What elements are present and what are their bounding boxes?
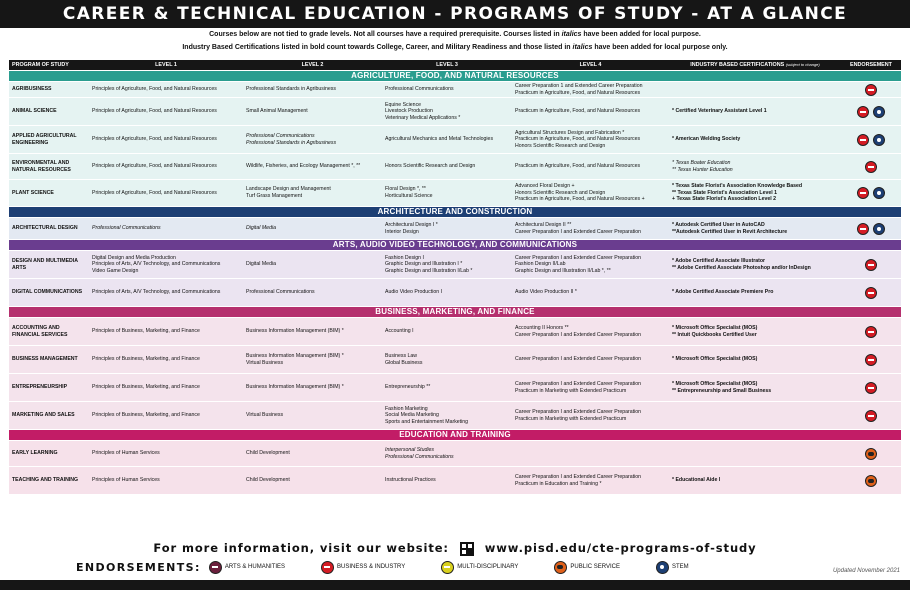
endorsement-cell xyxy=(841,402,901,429)
level-2-courses: Wildlife, Fisheries, and Ecology Management *, ** xyxy=(243,154,382,179)
level-3-courses: Entrepreneurship ** xyxy=(382,374,512,401)
program-name: ANIMAL SCIENCE xyxy=(9,98,89,125)
category-row xyxy=(9,207,901,217)
table-header-row xyxy=(9,60,901,70)
level-3-courses: Professional Communications xyxy=(382,82,512,97)
level-1-courses: Principles of Agriculture, Food, and Natural Resources xyxy=(89,180,243,206)
endorsement-cell xyxy=(841,180,901,206)
certifications: * Autodesk Certified User in AutoCAD **Autodesk Certified User in Revit Architecture xyxy=(669,218,841,239)
business-industry-icon xyxy=(865,326,877,338)
level-4-courses: Career Preparation 1 and Extended Career Preparation Practicum in Agriculture, Food, and Natural Resources xyxy=(512,82,669,97)
level-1-courses: Principles of Agriculture, Food, and Natural Resources xyxy=(89,126,243,153)
endorsement-cell xyxy=(841,279,901,306)
header-endorsement: ENDORSEMENT xyxy=(841,60,901,70)
program-row xyxy=(9,98,901,125)
level-1-courses: Principles of Human Services xyxy=(89,467,243,494)
level-2-courses: Child Development xyxy=(243,441,382,466)
header-ibc-label: INDUSTRY BASED CERTIFICATIONS xyxy=(690,61,785,68)
category-row xyxy=(9,430,901,440)
endorsement-cell xyxy=(841,82,901,97)
business-industry-icon xyxy=(865,287,877,299)
level-1-courses: Principles of Agriculture, Food, and Natural Resources xyxy=(89,154,243,179)
category-title: ARCHITECTURE AND CONSTRUCTION xyxy=(9,207,901,217)
level-4-courses: Career Preparation I and Extended Career Preparation Practicum in Marketing with Extended Practicum xyxy=(512,374,669,401)
program-row xyxy=(9,82,901,97)
program-name: TEACHING AND TRAINING xyxy=(9,467,89,494)
level-4-courses: Career Preparation I and Extended Career Preparation Practicum in Education and Training * xyxy=(512,467,669,494)
program-row xyxy=(9,154,901,179)
header-ibc xyxy=(669,60,841,70)
level-3-courses: Honors Scientific Research and Design xyxy=(382,154,512,179)
multi-disciplinary-icon xyxy=(441,561,454,574)
program-name: AGRIBUSINESS xyxy=(9,82,89,97)
program-name: EARLY LEARNING xyxy=(9,441,89,466)
business-industry-icon xyxy=(857,106,869,118)
level-4-courses: Practicum in Agriculture, Food, and Natural Resources xyxy=(512,98,669,125)
subtitle1-text: Courses below are not tied to grade levels. Not all courses have a required prerequisite. Courses listed in xyxy=(209,31,562,38)
level-3-courses: Architectural Design I * Interior Design xyxy=(382,218,512,239)
qr-code-icon[interactable] xyxy=(460,542,474,556)
legend-item-multi-disciplinary xyxy=(439,561,518,574)
subtitle-courses-note xyxy=(0,31,910,38)
category-row xyxy=(9,307,901,317)
level-4-courses: Advanced Floral Design + Honors Scientific Research and Design Practicum in Agriculture, Food, and Natural Resources + xyxy=(512,180,669,206)
header-level-2: LEVEL 2 xyxy=(243,60,382,70)
endorsement-cell xyxy=(841,346,901,373)
endorsement-cell xyxy=(841,154,901,179)
program-name: PLANT SCIENCE xyxy=(9,180,89,206)
level-2-courses: Virtual Business xyxy=(243,402,382,429)
program-row xyxy=(9,346,901,373)
endorsement-cell xyxy=(841,98,901,125)
certifications: * Texas Boater Education ** Texas Hunter Education xyxy=(669,154,841,179)
subtitle-certification-note xyxy=(0,44,910,51)
business-industry-icon xyxy=(857,223,869,235)
legend-item-stem xyxy=(654,561,689,574)
legend-item-arts-humanities xyxy=(207,561,285,574)
level-2-courses: Digital Media xyxy=(243,218,382,239)
stem-icon xyxy=(873,134,885,146)
stem-icon xyxy=(873,223,885,235)
program-name: DIGITAL COMMUNICATIONS xyxy=(9,279,89,306)
table-body xyxy=(9,71,901,494)
program-row xyxy=(9,218,901,239)
endorsement-cell xyxy=(841,467,901,494)
certifications: * Microsoft Office Specialist (MOS) xyxy=(669,346,841,373)
endorsement-cell xyxy=(841,251,901,278)
level-3-courses: Interpersonal Studies Professional Communications xyxy=(382,441,512,466)
programs-table xyxy=(9,59,901,495)
category-row xyxy=(9,240,901,250)
endorsements-label: ENDORSEMENTS: xyxy=(76,560,201,574)
program-row xyxy=(9,180,901,206)
certifications: * American Welding Society xyxy=(669,126,841,153)
certifications: * Microsoft Office Specialist (MOS) ** Intuit Quickbooks Certified User xyxy=(669,318,841,345)
level-1-courses: Professional Communications xyxy=(89,218,243,239)
program-row xyxy=(9,279,901,306)
level-2-courses: Business Information Management (BIM) * Virtual Business xyxy=(243,346,382,373)
level-3-courses: Audio Video Production I xyxy=(382,279,512,306)
program-name: ARCHITECTURAL DESIGN xyxy=(9,218,89,239)
level-2-courses: Business Information Management (BIM) * xyxy=(243,374,382,401)
level-3-courses: Business Law Global Business xyxy=(382,346,512,373)
header-ibc-note: (subject to change) xyxy=(785,61,820,67)
legend-item-business-industry xyxy=(319,561,405,574)
level-3-courses: Equine Science Livestock Production Veterinary Medical Applications * xyxy=(382,98,512,125)
level-4-courses: Career Preparation I and Extended Career Preparation Fashion Design II/Lab Graphic Design and Illustration II/Lab *, ** xyxy=(512,251,669,278)
subtitle2-text: Industry Based Certifications listed in xyxy=(182,44,310,51)
public-service-icon xyxy=(865,448,877,460)
level-2-courses: Digital Media xyxy=(243,251,382,278)
program-name: DESIGN AND MULTIMEDIA ARTS xyxy=(9,251,89,278)
endorsement-legend xyxy=(76,559,723,575)
business-industry-icon xyxy=(865,259,877,271)
program-name: MARKETING AND SALES xyxy=(9,402,89,429)
category-title: EDUCATION AND TRAINING xyxy=(9,430,901,440)
updated-date: Updated November 2021 xyxy=(832,568,900,574)
endorsement-cell xyxy=(841,318,901,345)
more-info-text: For more information, visit our website: xyxy=(153,541,449,555)
program-name: ENVIRONMENTAL AND NATURAL RESOURCES xyxy=(9,154,89,179)
category-title: ARTS, AUDIO VIDEO TECHNOLOGY, AND COMMUNICATIONS xyxy=(9,240,901,250)
stem-icon xyxy=(656,561,669,574)
level-2-courses: Child Development xyxy=(243,467,382,494)
category-title: AGRICULTURE, FOOD, AND NATURAL RESOURCES xyxy=(9,71,901,81)
level-3-courses: Fashion Design I Graphic Design and Illustration I * Graphic Design and Illustration I/Lab * xyxy=(382,251,512,278)
level-1-courses: Principles of Business, Marketing, and Finance xyxy=(89,346,243,373)
level-4-courses: Career Preparation I and Extended Career Preparation xyxy=(512,346,669,373)
legend-label: MULTI-DISCIPLINARY xyxy=(457,564,519,570)
website-link[interactable]: www.pisd.edu/cte-programs-of-study xyxy=(484,541,757,555)
header-level-1: LEVEL 1 xyxy=(89,60,243,70)
program-name: APPLIED AGRICULTURAL ENGINEERING xyxy=(9,126,89,153)
category-title: BUSINESS, MARKETING, AND FINANCE xyxy=(9,307,901,317)
legend-label: STEM xyxy=(672,564,689,570)
subtitle2-text-end: have been added for local purpose only. xyxy=(592,44,728,51)
certifications: * Microsoft Office Specialist (MOS) ** Entrepreneurship and Small Business xyxy=(669,374,841,401)
page-title: CAREER & TECHNICAL EDUCATION - PROGRAMS OF STUDY - AT A GLANCE xyxy=(0,0,910,28)
level-1-courses: Principles of Business, Marketing, and Finance xyxy=(89,402,243,429)
program-name: ENTREPRENEURSHIP xyxy=(9,374,89,401)
endorsement-cell xyxy=(841,126,901,153)
legend-item-public-service xyxy=(552,561,620,574)
business-industry-icon xyxy=(865,354,877,366)
certifications: * Adobe Certified Associate Illustrator ** Adobe Certified Associate Photoshop and/or InDesign xyxy=(669,251,841,278)
level-4-courses: Agricultural Structures Design and Fabrication * Practicum in Agriculture, Food, and Natural Resources Honors Scientific Research and Design xyxy=(512,126,669,153)
level-1-courses: Principles of Business, Marketing, and Finance xyxy=(89,318,243,345)
arts-humanities-icon xyxy=(209,561,222,574)
level-1-courses: Principles of Arts, A/V Technology, and Communications xyxy=(89,279,243,306)
level-1-courses: Principles of Agriculture, Food, and Natural Resources xyxy=(89,82,243,97)
bottom-bar xyxy=(0,580,910,590)
endorsement-cell xyxy=(841,374,901,401)
program-row xyxy=(9,126,901,153)
level-3-courses: Agricultural Mechanics and Metal Technologies xyxy=(382,126,512,153)
certifications: * Adobe Certified Associate Premiere Pro xyxy=(669,279,841,306)
subtitle1-italic: italics xyxy=(561,31,582,38)
level-1-courses: Digital Design and Media Production Principles of Arts, A/V Technology, and Communications Video Game Design xyxy=(89,251,243,278)
legend-label: ARTS & HUMANITIES xyxy=(224,564,286,570)
business-industry-icon xyxy=(321,561,334,574)
level-1-courses: Principles of Business, Marketing, and Finance xyxy=(89,374,243,401)
level-1-courses: Principles of Human Services xyxy=(89,441,243,466)
certifications xyxy=(669,441,841,466)
stem-icon xyxy=(873,187,885,199)
level-2-courses: Professional Communications Professional Standards in Agribusiness xyxy=(243,126,382,153)
level-4-courses xyxy=(512,441,669,466)
level-2-courses: Business Information Management (BIM) * xyxy=(243,318,382,345)
level-4-courses: Accounting II Honors ** Career Preparation I and Extended Career Preparation xyxy=(512,318,669,345)
level-4-courses: Audio Video Production II * xyxy=(512,279,669,306)
subtitle2-bold: bold xyxy=(309,44,325,51)
more-info-line xyxy=(0,541,910,556)
level-2-courses: Professional Communications xyxy=(243,279,382,306)
level-3-courses: Instructional Practices xyxy=(382,467,512,494)
program-row xyxy=(9,374,901,401)
endorsement-cell xyxy=(841,218,901,239)
legend-label: PUBLIC SERVICE xyxy=(570,564,620,570)
level-3-courses: Fashion Marketing Social Media Marketing Sports and Entertainment Marketing xyxy=(382,402,512,429)
program-name: BUSINESS MANAGEMENT xyxy=(9,346,89,373)
level-1-courses: Principles of Agriculture, Food, and Natural Resources xyxy=(89,98,243,125)
level-2-courses: Professional Standards in Agribusiness xyxy=(243,82,382,97)
legend-label: BUSINESS & INDUSTRY xyxy=(337,564,406,570)
subtitle2-italic: italics xyxy=(572,44,593,51)
program-row xyxy=(9,467,901,494)
business-industry-icon xyxy=(865,410,877,422)
level-2-courses: Landscape Design and Management Turf Grass Management xyxy=(243,180,382,206)
certifications xyxy=(669,82,841,97)
business-industry-icon xyxy=(865,84,877,96)
level-4-courses: Practicum in Agriculture, Food, and Natural Resources xyxy=(512,154,669,179)
program-row xyxy=(9,251,901,278)
subtitle1-text-end: have been added for local purpose. xyxy=(581,31,701,38)
subtitle2-text-mid: count towards College, Career, and Military Readiness and those listed in xyxy=(324,44,573,51)
endorsement-cell xyxy=(841,441,901,466)
certifications: * Certified Veterinary Assistant Level 1 xyxy=(669,98,841,125)
public-service-icon xyxy=(554,561,567,574)
level-2-courses: Small Animal Management xyxy=(243,98,382,125)
program-row xyxy=(9,441,901,466)
header-program: PROGRAM OF STUDY xyxy=(9,60,89,70)
certifications: * Educational Aide I xyxy=(669,467,841,494)
business-industry-icon xyxy=(865,382,877,394)
level-4-courses: Career Preparation I and Extended Career Preparation Practicum in Marketing with Extended Practicum xyxy=(512,402,669,429)
program-name: ACCOUNTING AND FINANCIAL SERVICES xyxy=(9,318,89,345)
public-service-icon xyxy=(865,475,877,487)
level-3-courses: Accounting I xyxy=(382,318,512,345)
business-industry-icon xyxy=(857,187,869,199)
stem-icon xyxy=(873,106,885,118)
level-4-courses: Architectural Design II ** Career Preparation I and Extended Career Preparation xyxy=(512,218,669,239)
program-row xyxy=(9,318,901,345)
certifications xyxy=(669,402,841,429)
header-level-3: LEVEL 3 xyxy=(382,60,512,70)
category-row xyxy=(9,71,901,81)
business-industry-icon xyxy=(857,134,869,146)
business-industry-icon xyxy=(865,161,877,173)
level-3-courses: Floral Design *, ** Horticultural Science xyxy=(382,180,512,206)
certifications: * Texas State Florist's Association Knowledge Based ** Texas State Florist's Association Level 1 + Texas State Florist's Association Level 2 xyxy=(669,180,841,206)
header-level-4: LEVEL 4 xyxy=(512,60,669,70)
program-row xyxy=(9,402,901,429)
